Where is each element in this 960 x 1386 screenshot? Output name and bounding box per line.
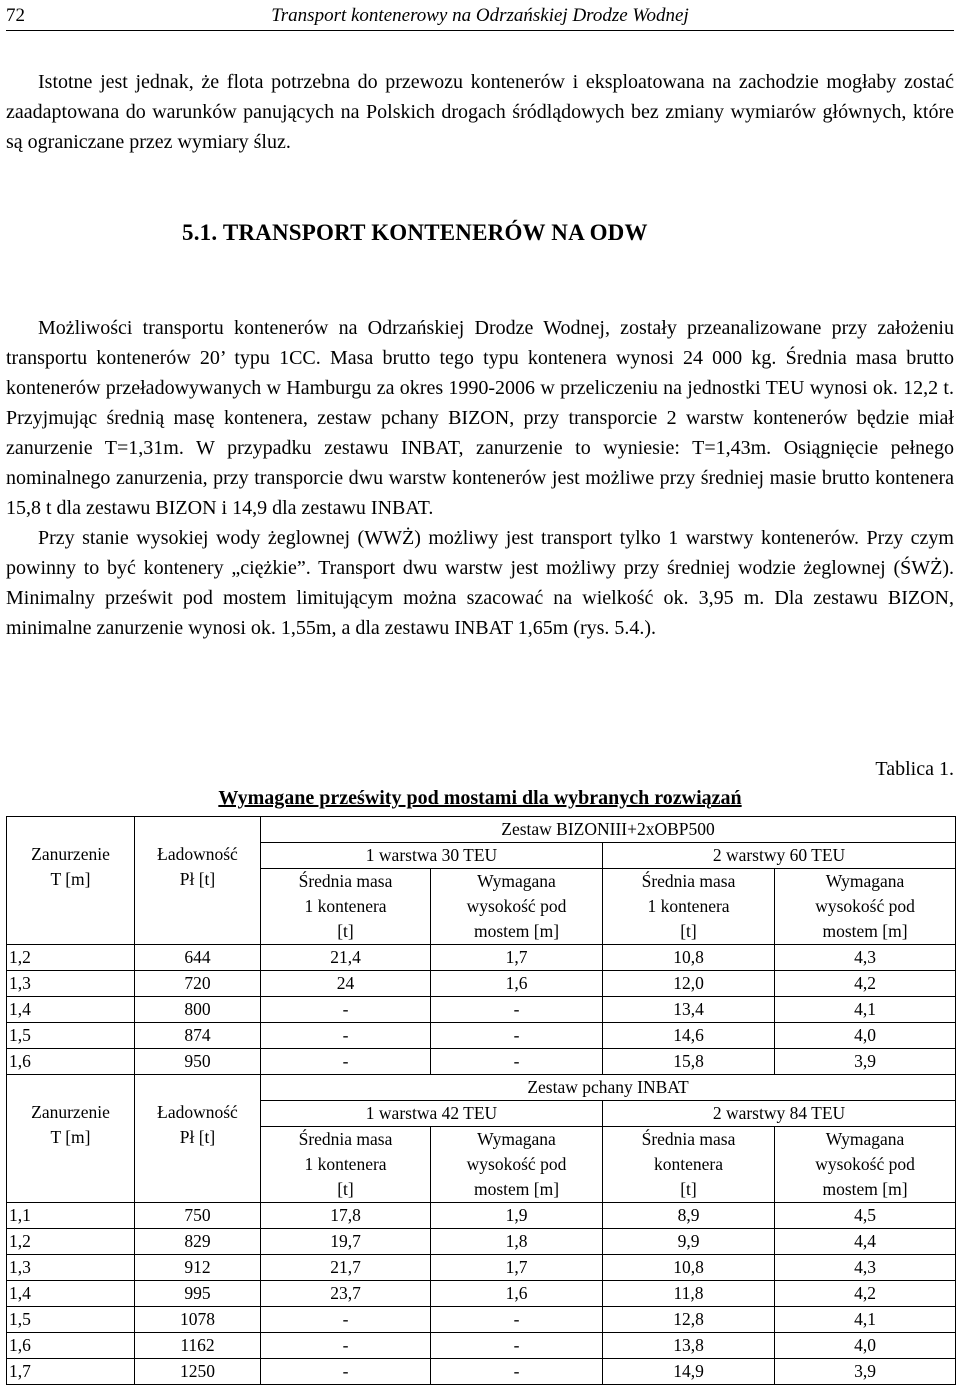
layer1-header: 1 warstwa 42 TEU xyxy=(261,1101,603,1127)
table-cell: 800 xyxy=(135,997,261,1023)
avg-mass1-header: Średnia masa 1 kontenera [t] xyxy=(261,869,431,945)
table-cell: 1,4 xyxy=(7,1281,135,1307)
body-paragraph-1: Możliwości transportu kontenerów na Odrzańskiej Drodze Wodnej, zostały przeanalizowane przy założeniu transportu kontenerów 20’ typu 1CC. Masa brutto tego typu kontenera wynosi 24 000 kg. Średnia masa brutto kontenerów przeładowywanych w Hamburgu za okres 1990-2006 w przeliczeniu na jednostki TEU wynosi ok. 12,2 t. Przyjmując średnią masę kontenera, zestaw pchany BIZON, przy transporcie 2 warstw kontenerów będzie miał zanurzenie T=1,31m. W przypadku zestawu INBAT, zanurzenie to wyniesie: T=1,43m. Osiągnięcie pełnego nominalnego zanurzenia, przy transporcie dwu warstw kontenerów jest możliwe przy średniej masie brutto kontenera 15,8 t dla zestawu BIZON i 14,9 dla zestawu INBAT. xyxy=(6,317,954,519)
header-rule xyxy=(6,30,954,31)
req-height2-header: Wymagana wysokość pod mostem [m] xyxy=(775,869,956,945)
table-cell: 8,9 xyxy=(603,1203,775,1229)
table-cell: 19,7 xyxy=(261,1229,431,1255)
layer2-header: 2 warstwy 60 TEU xyxy=(603,843,956,869)
table-cell: - xyxy=(261,997,431,1023)
table-cell: 644 xyxy=(135,945,261,971)
table-cell: 14,9 xyxy=(603,1359,775,1385)
set-name: Zestaw pchany INBAT xyxy=(261,1075,956,1101)
req-height1-header: Wymagana wysokość pod mostem [m] xyxy=(431,1127,603,1203)
table-cell: 4,0 xyxy=(775,1333,956,1359)
table-cell: - xyxy=(261,1307,431,1333)
clearance-table xyxy=(6,816,956,1385)
table-cell: 1,7 xyxy=(431,1255,603,1281)
table-row xyxy=(7,1255,956,1281)
table-row xyxy=(7,971,956,997)
table-row xyxy=(7,1333,956,1359)
table-cell: 1078 xyxy=(135,1307,261,1333)
load-header: Ładowność Pł [t] xyxy=(135,817,261,945)
table-cell: - xyxy=(431,1359,603,1385)
table-row xyxy=(7,1229,956,1255)
table-group-row xyxy=(7,1075,956,1101)
table-row xyxy=(7,1359,956,1385)
intro-paragraph: Istotne jest jednak, że flota potrzebna do przewozu kontenerów i eksploatowana na zachodzie mogłaby zostać zaadaptowana do warunków panujących na Polskich drogach śródlądowych bez zmiany wymiarów głównych, które są ograniczane przez wymiary śluz. xyxy=(6,71,954,153)
table-cell: 23,7 xyxy=(261,1281,431,1307)
table-cell: 874 xyxy=(135,1023,261,1049)
table-cell: 1250 xyxy=(135,1359,261,1385)
table-cell: 10,8 xyxy=(603,1255,775,1281)
table-row xyxy=(7,1307,956,1333)
draft-header: Zanurzenie T [m] xyxy=(7,1075,135,1203)
table-cell: 1,6 xyxy=(7,1049,135,1075)
table-cell: 1,5 xyxy=(7,1307,135,1333)
table-cell: 3,9 xyxy=(775,1359,956,1385)
table-cell: 4,0 xyxy=(775,1023,956,1049)
table-cell: 21,4 xyxy=(261,945,431,971)
table-cell: 1,6 xyxy=(431,1281,603,1307)
table-cell: - xyxy=(431,997,603,1023)
avg-mass2-header: Średnia masa kontenera [t] xyxy=(603,1127,775,1203)
table-cell: 13,4 xyxy=(603,997,775,1023)
table-cell: - xyxy=(431,1023,603,1049)
page-header xyxy=(6,2,954,30)
table-cell: 12,8 xyxy=(603,1307,775,1333)
body-text xyxy=(6,313,954,643)
body-paragraph-2: Przy stanie wysokiej wody żeglownej (WWŻ) możliwy jest transport tylko 1 warstwy kontenerów. Przy czym powinny to być kontenery „ciężkie”. Transport dwu warstw jest możliwy przy średniej wodzie żeglownej (ŚWŻ). Minimalny prześwit pod mostem limitującym można szacować na wielkość ok. 3,95 m. Dla zestawu BIZON, minimalne zanurzenie wynosi ok. 1,55m, a dla zestawu INBAT 1,65m (rys. 5.4.). xyxy=(6,527,954,639)
table-row xyxy=(7,945,956,971)
table-cell: 13,8 xyxy=(603,1333,775,1359)
load-header: Ładowność Pł [t] xyxy=(135,1075,261,1203)
table-cell: 4,4 xyxy=(775,1229,956,1255)
table-cell: - xyxy=(431,1049,603,1075)
table-cell: - xyxy=(261,1023,431,1049)
table-cell: 1,3 xyxy=(7,971,135,997)
layer2-header: 2 warstwy 84 TEU xyxy=(603,1101,956,1127)
req-height1-header: Wymagana wysokość pod mostem [m] xyxy=(431,869,603,945)
req-height2-header: Wymagana wysokość pod mostem [m] xyxy=(775,1127,956,1203)
table-cell: - xyxy=(261,1333,431,1359)
table-cell: 1162 xyxy=(135,1333,261,1359)
table-cell: 3,9 xyxy=(775,1049,956,1075)
table-cell: 1,3 xyxy=(7,1255,135,1281)
table-cell: 1,2 xyxy=(7,1229,135,1255)
draft-header: Zanurzenie T [m] xyxy=(7,817,135,945)
table-cell: 4,2 xyxy=(775,1281,956,1307)
table-cell: 12,0 xyxy=(603,971,775,997)
table-cell: 9,9 xyxy=(603,1229,775,1255)
table-cell: 4,2 xyxy=(775,971,956,997)
set-name: Zestaw BIZONIII+2xOBP500 xyxy=(261,817,956,843)
page-number: 72 xyxy=(6,5,25,26)
table-cell: 21,7 xyxy=(261,1255,431,1281)
table-cell: 829 xyxy=(135,1229,261,1255)
table-row xyxy=(7,1203,956,1229)
table-cell: 4,3 xyxy=(775,945,956,971)
table-cell: 4,5 xyxy=(775,1203,956,1229)
table-cell: 1,7 xyxy=(7,1359,135,1385)
table-row xyxy=(7,997,956,1023)
table-cell: 1,9 xyxy=(431,1203,603,1229)
table-cell: 15,8 xyxy=(603,1049,775,1075)
table-cell: - xyxy=(261,1359,431,1385)
avg-mass1-header: Średnia masa 1 kontenera [t] xyxy=(261,1127,431,1203)
table-cell: 750 xyxy=(135,1203,261,1229)
table-title: Wymagane prześwity pod mostami dla wybranych rozwiązań xyxy=(218,787,742,809)
table-cell: 1,5 xyxy=(7,1023,135,1049)
table-cell: 1,2 xyxy=(7,945,135,971)
table-cell: - xyxy=(431,1333,603,1359)
table-cell: 14,6 xyxy=(603,1023,775,1049)
table-cell: - xyxy=(261,1049,431,1075)
table-row xyxy=(7,1281,956,1307)
table-cell: 912 xyxy=(135,1255,261,1281)
table-cell: - xyxy=(431,1307,603,1333)
table-cell: 4,1 xyxy=(775,997,956,1023)
table-caption: Tablica 1. xyxy=(875,758,954,780)
table-cell: 4,3 xyxy=(775,1255,956,1281)
running-title: Transport kontenerowy na Odrzańskiej Drodze Wodnej xyxy=(271,5,689,26)
table-cell: 1,6 xyxy=(431,971,603,997)
table-cell: 10,8 xyxy=(603,945,775,971)
table-cell: 720 xyxy=(135,971,261,997)
table-cell: 1,8 xyxy=(431,1229,603,1255)
table-row xyxy=(7,1049,956,1075)
table-cell: 950 xyxy=(135,1049,261,1075)
table-group-row xyxy=(7,817,956,843)
table-cell: 1,7 xyxy=(431,945,603,971)
table-cell: 1,1 xyxy=(7,1203,135,1229)
table-cell: 1,6 xyxy=(7,1333,135,1359)
table-row xyxy=(7,1023,956,1049)
table-cell: 11,8 xyxy=(603,1281,775,1307)
avg-mass2-header: Średnia masa 1 kontenera [t] xyxy=(603,869,775,945)
table-cell: 995 xyxy=(135,1281,261,1307)
table-cell: 4,1 xyxy=(775,1307,956,1333)
table-cell: 24 xyxy=(261,971,431,997)
section-heading: 5.1. TRANSPORT KONTENERÓW NA ODW xyxy=(182,220,648,245)
table-cell: 17,8 xyxy=(261,1203,431,1229)
layer1-header: 1 warstwa 30 TEU xyxy=(261,843,603,869)
table-cell: 1,4 xyxy=(7,997,135,1023)
